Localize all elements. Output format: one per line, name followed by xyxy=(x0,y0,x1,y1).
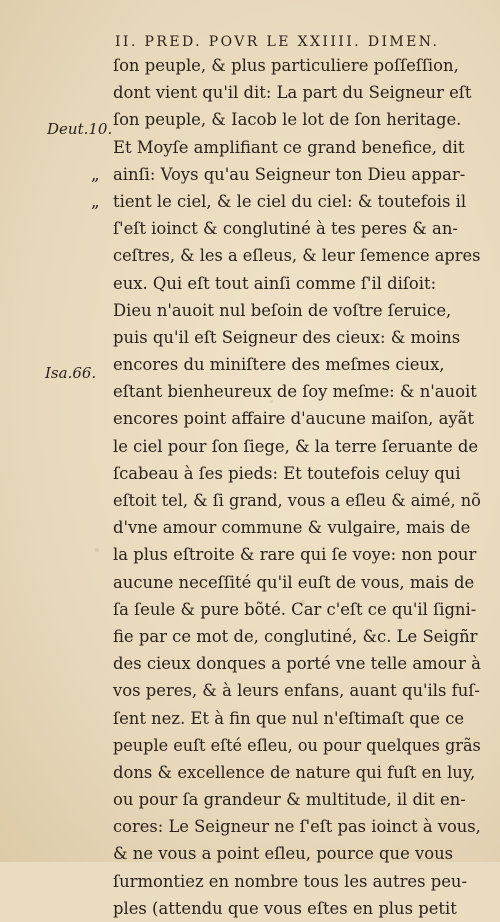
text-line xyxy=(113,52,481,79)
text-line xyxy=(113,868,481,895)
text-line xyxy=(113,514,481,541)
line-text: ſon peuple, & Iacob le lot de ſon heritage. xyxy=(113,110,462,130)
line-text: le ciel pour ſon ſiege, & la terre ſeruante de xyxy=(113,436,479,456)
paper-spot xyxy=(95,548,99,552)
line-text: tient le ciel, & le ciel du ciel: & toutefois il xyxy=(113,191,467,211)
text-line xyxy=(113,541,481,568)
line-text: aucune neceſſité qu'il euſt de vous, mais de xyxy=(113,572,475,592)
text-line xyxy=(113,677,481,704)
text-line xyxy=(113,759,481,786)
text-line xyxy=(113,895,481,922)
text-line xyxy=(113,134,481,161)
line-text: dons & excellence de nature qui fuſt en luy, xyxy=(113,762,476,782)
text-line xyxy=(113,623,481,650)
line-text: ſ'eſt ioinct & conglutiné à tes peres & an- xyxy=(113,219,458,239)
line-text: dont vient qu'il dit: La part du Seigneur eſt xyxy=(113,83,472,103)
line-text: puis qu'il eſt Seigneur des cieux: & moins xyxy=(113,327,461,347)
line-text: ſon peuple, & plus particuliere poſſeſſion, xyxy=(113,56,459,75)
line-text: des cieux donques a porté vne telle amour à xyxy=(113,654,481,674)
margin-note-deut: Deut.10. xyxy=(47,120,113,138)
text-line xyxy=(113,297,481,324)
running-header: II. PRED. POVR LE XXIIII. DIMEN. xyxy=(115,34,440,50)
text-line xyxy=(113,813,481,840)
line-text: ainſi: Voys qu'au Seigneur ton Dieu appar- xyxy=(113,164,466,184)
line-text: d'vne amour commune & vulgaire, mais de xyxy=(113,518,471,538)
text-line xyxy=(113,433,481,460)
line-text: encores du miniſtere des meſmes cieux, xyxy=(113,355,445,375)
text-line xyxy=(113,840,481,867)
quote-mark: „ xyxy=(91,191,100,211)
text-line xyxy=(113,650,481,677)
line-text: eſtant bienheureux de ſoy meſme: & n'auoit xyxy=(113,382,477,402)
text-line xyxy=(113,705,481,732)
body-text xyxy=(91,52,481,922)
text-line xyxy=(113,786,481,813)
line-text: peuple euſt eſté eſleu, ou pour quelques grãs xyxy=(113,735,481,755)
line-text: Et Moyſe amplifiant ce grand benefice, dit xyxy=(113,137,465,157)
text-line xyxy=(113,378,481,405)
line-text: ples (attendu que vous eſtes en plus petit xyxy=(113,898,457,918)
line-text: & ne vous a point eſleu, pource que vous xyxy=(113,844,454,864)
text-line xyxy=(113,215,481,242)
text-line xyxy=(113,732,481,759)
line-text: la plus eſtroite & rare qui ſe voye: non pour xyxy=(113,545,477,565)
text-line xyxy=(113,242,481,269)
text-line xyxy=(113,405,481,432)
text-line xyxy=(91,161,481,188)
text-line xyxy=(113,351,481,378)
line-text: ſurmontiez en nombre tous les autres peu- xyxy=(113,871,468,891)
line-text: encores point affaire d'aucune maiſon, ayãt xyxy=(113,409,474,429)
quote-mark: „ xyxy=(91,164,100,184)
text-line xyxy=(113,324,481,351)
line-text: ſa ſeule & pure bõté. Car c'eſt ce qu'il ſigni- xyxy=(113,599,477,619)
line-text: ou pour ſa grandeur & multitude, il dit en- xyxy=(113,790,466,810)
text-line xyxy=(113,106,481,133)
line-text: ceſtres, & les a eſleus, & leur ſemence apres xyxy=(113,246,481,266)
line-text: vos peres, & à leurs enfans, auant qu'ils fuſ- xyxy=(113,681,480,701)
text-line xyxy=(113,487,481,514)
text-line xyxy=(113,596,481,623)
line-text: Dieu n'auoit nul beſoin de voſtre ſeruice, xyxy=(113,300,452,320)
text-line xyxy=(113,460,481,487)
line-text: eux. Qui eſt tout ainſi comme ſ'il diſoit: xyxy=(113,273,437,293)
text-line xyxy=(113,79,481,106)
text-line xyxy=(113,270,481,297)
line-text: cores: Le Seigneur ne ſ'eſt pas ioinct à vous, xyxy=(113,817,481,837)
line-text: ſent nez. Et à fin que nul n'eſtimaſt que ce xyxy=(113,708,465,728)
line-text: eſtoit tel, & ſi grand, vous a eſleu & aimé, nõ xyxy=(113,491,481,510)
margin-note-isa: Isa.66. xyxy=(45,364,97,382)
line-text: fie par ce mot de, conglutiné, &c. Le Seigñr xyxy=(113,626,478,646)
text-line xyxy=(91,188,481,215)
line-text: ſcabeau à ſes pieds: Et toutefois celuy qui xyxy=(113,463,461,483)
text-line xyxy=(113,569,481,596)
